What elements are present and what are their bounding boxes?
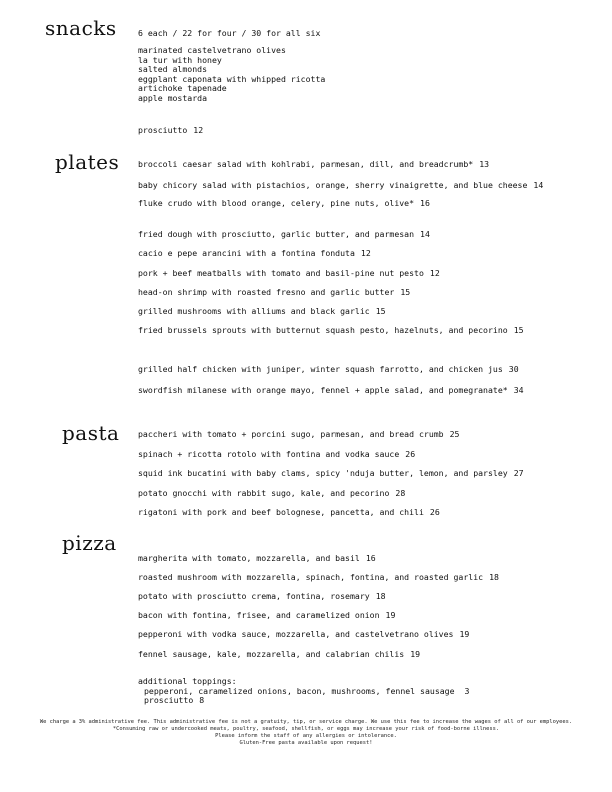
snack-item: la tur with honey (138, 54, 222, 65)
item-price: 26 (405, 449, 416, 459)
raw-food-warning: *Consuming raw or undercooked meats, poultry, seafood, shellfish, or eggs may increase your risk of food-borne illness. (112, 726, 500, 732)
item-name: fennel sausage, kale, mozzarella, and calabrian chilis (138, 649, 405, 659)
menu-item (138, 306, 386, 316)
snack-item: eggplant caponata with whipped ricotta (138, 73, 326, 84)
item-price: 14 (533, 180, 544, 190)
allergy-note: Please inform the staff of any allergies or intolerance. (215, 733, 397, 739)
snack-item: salted almonds (138, 64, 208, 75)
menu-item (138, 180, 543, 190)
admin-fee-note: We charge a 3% administrative fee. This administrative fee is not a gratuity, tip, or service charge. We use this fee to increase the wages of all of our employees. (39, 719, 573, 725)
item-price: 14 (420, 229, 430, 239)
item-price: 19 (385, 610, 396, 620)
item-name: grilled half chicken with juniper, winter squash farrotto, and chicken jus (138, 364, 503, 374)
item-price: 3 (464, 685, 470, 696)
snack-item: artichoke tapenade (138, 83, 227, 94)
menu-item (138, 591, 386, 601)
menu-item (138, 553, 376, 563)
item-price: 13 (479, 159, 490, 169)
item-name: pork + beef meatballs with tomato and basil-pine nut pesto (138, 268, 424, 278)
menu-item (138, 125, 203, 135)
menu-item (138, 385, 524, 395)
menu-item (138, 429, 459, 439)
footer-notes (0, 719, 612, 747)
item-name: spinach + ricotta rotolo with fontina and vodka sauce (138, 449, 400, 459)
menu-item (138, 198, 430, 208)
menu-item (138, 649, 420, 659)
menu-item (138, 488, 405, 498)
menu-item (138, 629, 469, 639)
item-price: 15 (375, 306, 386, 316)
item-price: 18 (375, 591, 386, 601)
item-name: squid ink bucatini with baby clams, spicy 'nduja butter, lemon, and parsley (138, 468, 508, 478)
item-price: 18 (489, 572, 499, 582)
item-price: 27 (513, 468, 524, 478)
item-name: pepperoni, caramelized onions, bacon, mushrooms, fennel sausage (144, 685, 455, 696)
item-name: prosciutto (144, 695, 194, 706)
menu-item (138, 468, 524, 478)
snack-item: marinated castelvetrano olives (138, 45, 286, 55)
item-name: paccheri with tomato + porcini sugo, parmesan, and bread crumb (138, 429, 444, 439)
item-name: roasted mushroom with mozzarella, spinach, fontina, and roasted garlic (138, 572, 484, 582)
item-price: 16 (420, 198, 430, 208)
section-heading-pizza: pizza (62, 531, 117, 555)
item-name: potato gnocchi with rabbit sugo, kale, and pecorino (138, 488, 390, 498)
item-name: broccoli caesar salad with kohlrabi, parmesan, dill, and breadcrumb* (138, 159, 474, 169)
menu-item (138, 572, 499, 582)
menu-item (138, 248, 371, 258)
item-name: potato with prosciutto crema, fontina, rosemary (138, 591, 370, 601)
item-name: cacio e pepe arancini with a fontina fonduta (138, 248, 355, 258)
item-price: 12 (429, 268, 440, 278)
menu-item (138, 229, 430, 239)
toppings-label: additional toppings: (138, 676, 237, 686)
item-price: 30 (508, 364, 519, 374)
item-price: 12 (360, 248, 371, 258)
item-name: grilled mushrooms with alliums and black garlic (138, 306, 370, 316)
item-price: 12 (193, 125, 204, 135)
item-price: 19 (410, 649, 421, 659)
item-price: 8 (199, 695, 205, 706)
section-heading-plates: plates (55, 150, 120, 174)
gluten-free-note: Gluten-Free pasta available upon request! (239, 740, 373, 746)
menu-item (138, 325, 524, 335)
menu-item (138, 159, 489, 169)
item-name: rigatoni with pork and beef bolognese, pancetta, and chili (138, 507, 424, 517)
item-price: 16 (365, 553, 376, 563)
menu-item (138, 268, 440, 278)
item-price: 34 (513, 385, 524, 395)
item-name: baby chicory salad with pistachios, orange, sherry vinaigrette, and blue cheese (138, 180, 528, 190)
menu-item (138, 364, 519, 374)
menu-item (138, 507, 440, 517)
snacks-pricing: 6 each / 22 for four / 30 for all six (138, 28, 321, 38)
item-name: pepperoni with vodka sauce, mozzarella, and castelvetrano olives (138, 629, 454, 639)
item-name: bacon with fontina, frisee, and caramelized onion (138, 610, 380, 620)
item-price: 25 (449, 429, 460, 439)
section-heading-snacks: snacks (45, 16, 117, 40)
menu-item (138, 287, 410, 297)
item-name: fried dough with prosciutto, garlic butter, and parmesan (138, 229, 415, 239)
item-price: 15 (513, 325, 524, 335)
menu-item (138, 610, 395, 620)
item-name: prosciutto (138, 125, 188, 135)
item-name: fried brussels sprouts with butternut squash pesto, hazelnuts, and pecorino (138, 325, 508, 335)
topping-item (144, 696, 204, 706)
item-price: 19 (459, 629, 470, 639)
menu-item (138, 449, 415, 459)
item-name: fluke crudo with blood orange, celery, pine nuts, olive* (138, 198, 415, 208)
item-price: 15 (400, 287, 411, 297)
item-name: head-on shrimp with roasted fresno and garlic butter (138, 287, 395, 297)
item-price: 28 (395, 488, 406, 498)
item-price: 26 (429, 507, 440, 517)
section-heading-pasta: pasta (62, 421, 120, 445)
item-name: swordfish milanese with orange mayo, fennel + apple salad, and pomegranate* (138, 385, 508, 395)
item-name: margherita with tomato, mozzarella, and basil (138, 553, 360, 563)
snack-item: apple mostarda (138, 93, 208, 103)
